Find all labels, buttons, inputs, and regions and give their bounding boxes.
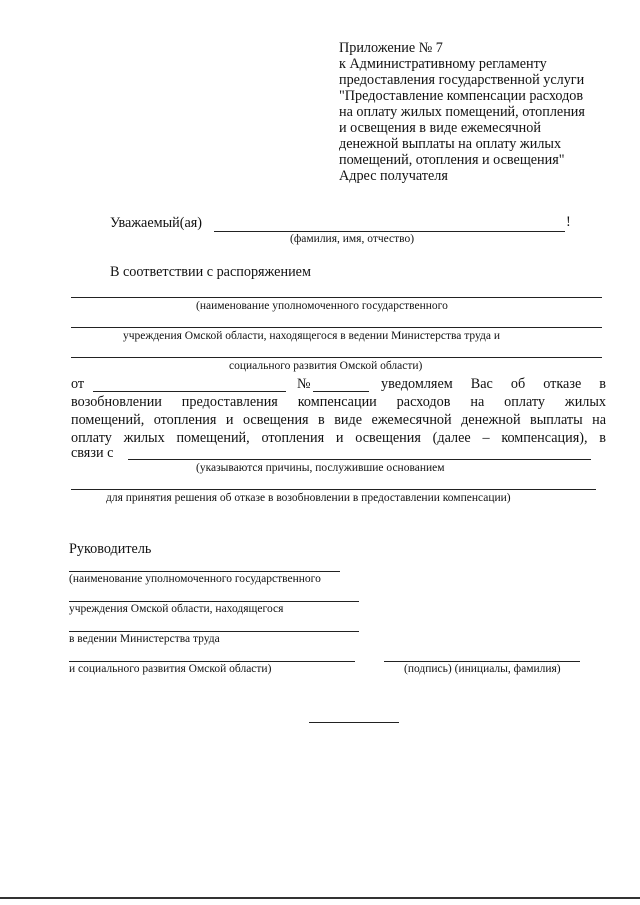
signature-caption: (подпись) (инициалы, фамилия): [404, 663, 561, 675]
header-line: к Административному регламенту: [339, 56, 547, 72]
authority-caption-2: учреждения Омской области, находящегося в ведении Министерства труда и: [123, 330, 500, 342]
header-line: "Предоставление компенсации расходов: [339, 88, 584, 104]
header-line: помещений, отопления и освещения": [339, 152, 565, 168]
number-sign: №: [297, 376, 311, 392]
scan-bottom-border: [0, 897, 640, 899]
signatory-org-field-3[interactable]: [69, 631, 359, 632]
signature-field[interactable]: [384, 661, 580, 662]
header-line: денежной выплаты на оплату жилых: [339, 136, 562, 152]
appendix-header: [339, 40, 585, 184]
signatory-org-field-4[interactable]: [69, 661, 355, 662]
signatory-org-field-2[interactable]: [69, 601, 359, 602]
authority-caption-1: (наименование уполномоченного государственного: [196, 300, 448, 312]
order-date-field[interactable]: [93, 391, 286, 392]
signatory-org-caption-1: (наименование уполномоченного государственного: [69, 573, 321, 585]
header-line: на оплату жилых помещений, отопления: [339, 104, 585, 120]
header-line: и освещения в виде ежемесячной: [339, 120, 541, 136]
authority-name-field-2[interactable]: [71, 327, 602, 328]
order-intro: В соответствии с распоряжением: [110, 264, 311, 280]
reason-field-2[interactable]: [71, 489, 596, 490]
notify-text: уведомляем Вас об отказе в: [381, 376, 606, 392]
signatory-org-field[interactable]: [69, 571, 340, 572]
signatory-org-caption-4: и социального развития Омской области): [69, 663, 272, 675]
signatory-org-caption-3: в ведении Министерства труда: [69, 633, 220, 645]
recipient-address-label: Адрес получателя: [339, 168, 448, 184]
authority-name-field[interactable]: [71, 297, 602, 298]
reason-caption-1: (указываются причины, послужившие основанием: [196, 462, 445, 474]
body-line-4: оплату жилых помещений, отопления и освещения (далее – компенсация), в: [71, 430, 606, 446]
authority-name-field-3[interactable]: [71, 357, 602, 358]
from-label: от: [71, 376, 85, 392]
greeting-text: Уважаемый(ая): [110, 215, 203, 231]
header-line: предоставления государственной услуги: [339, 72, 585, 88]
closing-separator: [309, 722, 399, 723]
body-line-2: возобновлении предоставления компенсации расходов на оплату жилых: [71, 394, 606, 410]
order-number-field[interactable]: [313, 391, 369, 392]
name-caption: (фамилия, имя, отчество): [290, 233, 415, 245]
signatory-title: Руководитель: [69, 541, 152, 557]
reason-field[interactable]: [128, 459, 591, 460]
because-label: связи с: [71, 445, 114, 461]
signatory-org-caption-2: учреждения Омской области, находящегося: [69, 603, 284, 615]
header-line: Приложение № 7: [339, 40, 443, 56]
authority-caption-3: социального развития Омской области): [229, 360, 423, 372]
recipient-name-field[interactable]: [214, 231, 565, 232]
body-line-3: помещений, отопления и освещения в виде ежемесячной денежной выплаты на: [71, 412, 606, 428]
greeting-exclamation: !: [566, 214, 571, 230]
reason-caption-2: для принятия решения об отказе в возобновлении в предоставлении компенсации): [106, 492, 511, 504]
